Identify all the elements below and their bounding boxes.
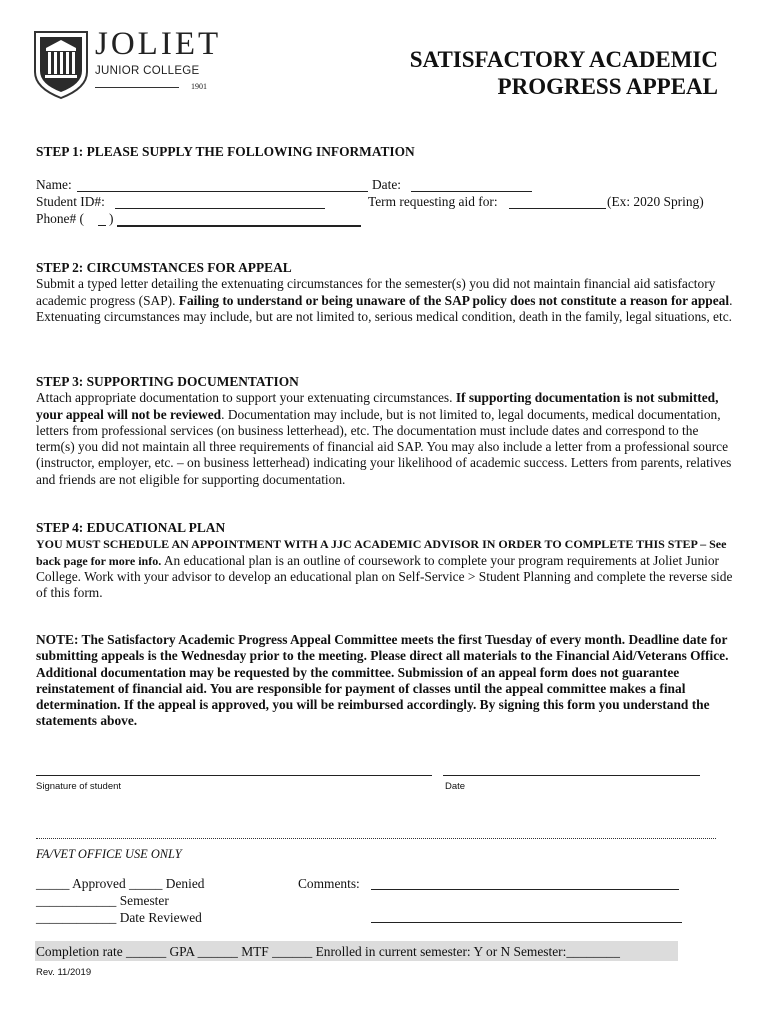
comments-label: Comments: <box>298 876 360 891</box>
office-use-heading: FA/VET OFFICE USE ONLY <box>36 847 182 861</box>
semester-field[interactable]: ____________ Semester <box>36 893 169 908</box>
name-label: Name: <box>36 177 72 192</box>
step2-text-a: Submit a typed letter detailing the extenuating circumstances for the semester(s) you did not maintain financial aid satisfactory academic progress (SAP). <box>36 276 716 308</box>
student-id-field[interactable] <box>115 208 325 209</box>
student-signature-field[interactable] <box>36 775 432 776</box>
step4-heading: STEP 4: EDUCATIONAL PLAN <box>36 520 226 535</box>
phone-paren-close: ) <box>109 211 114 226</box>
office-metrics-row[interactable]: Completion rate ______ GPA ______ MTF ______ Enrolled in current semester: Y or N Semester:________ <box>36 944 620 959</box>
step3-text-b: . Documentation may include, but is not limited to, legal documents, medical documentation, letters from professional services (on business letterhead), etc. The documentation must include dates and correspond to the term(s) you did not maintain all three requirements of financial aid SAP. You may also include a letter from a professional source (instructor, employer, etc. – on business letterhead) indicating your likelihood of academic success. Letters from parents, relatives and friends are not eligible for supporting documentation. <box>36 406 732 487</box>
step4-text-bold: YOU MUST SCHEDULE AN APPOINTMENT WITH A JJC ACADEMIC ADVISOR IN ORDER TO COMPLETE THIS STEP – See back page for more info. <box>36 537 727 568</box>
signature-label: Signature of student <box>36 781 122 792</box>
term-label: Term requesting aid for: <box>368 194 498 209</box>
term-field[interactable] <box>509 208 606 209</box>
step4-body <box>36 536 736 601</box>
phone-area-code-field[interactable] <box>98 225 106 226</box>
form-title-line-1: SATISFACTORY ACADEMIC <box>409 47 718 72</box>
phone-label: Phone# ( <box>36 211 84 226</box>
form-title <box>410 46 718 100</box>
cut-line-divider <box>36 838 716 839</box>
revision-label: Rev. 11/2019 <box>36 967 92 978</box>
step3-text-a: Attach appropriate documentation to support your extenuating circumstances. <box>36 390 456 406</box>
date-reviewed-field[interactable]: ____________ Date Reviewed <box>36 910 202 925</box>
brand-name: JOLIET <box>95 26 222 62</box>
step3-body <box>36 390 736 488</box>
signature-date-label: Date <box>445 781 466 792</box>
step2-text-bold: Failing to understand or being unaware of the SAP policy does not constitute a reason for appeal <box>178 292 730 308</box>
term-example: (Ex: 2020 Spring) <box>607 194 704 209</box>
name-field[interactable] <box>77 191 368 192</box>
step3-section <box>36 374 736 488</box>
comments-field-line-2[interactable] <box>371 922 682 923</box>
step1-heading: STEP 1: PLEASE SUPPLY THE FOLLOWING INFORMATION <box>36 144 415 159</box>
step4-text-b: An educational plan is an outline of coursework to complete your program requirements at Joliet Junior College. Work with your advisor to develop an educational plan on Self-Service > Student Planning and complete the reverse side of this form. <box>36 552 733 601</box>
step2-heading: STEP 2: CIRCUMSTANCES FOR APPEAL <box>36 260 292 275</box>
college-crest-icon <box>33 28 89 100</box>
phone-number-field[interactable] <box>117 225 361 227</box>
committee-note: NOTE: The Satisfactory Academic Progress Appeal Committee meets the first Tuesday of every month. Deadline date for submitting appeals is the Wednesday prior to the meeting. Please direct all materials to the Financial Aid/Veterans Office. Additional documentation may be requested by the committee. Submission of an appeal form does not guarantee reinstatement of financial aid. You are responsible for payment of classes until the appeal committee makes a final determination. If the appeal is approved, you will be reimbursed accordingly. By signing this form you understand the statements above. <box>36 632 729 729</box>
step3-heading: STEP 3: SUPPORTING DOCUMENTATION <box>36 374 299 389</box>
step2-section <box>36 260 736 325</box>
brand-year: 1901 <box>191 82 207 91</box>
step2-body <box>36 276 736 325</box>
step2-text-b: . Extenuating circumstances may include, but are not limited to, serious medical condition, death in the family, legal situations, etc. <box>36 292 733 324</box>
student-id-label: Student ID#: <box>36 194 105 209</box>
comments-field-line-1[interactable] <box>371 889 679 890</box>
step3-text-bold: If supporting documentation is not submitted, your appeal will not be reviewed <box>36 390 719 422</box>
date-field[interactable] <box>411 191 532 192</box>
step4-section <box>36 520 736 601</box>
form-title-line-2: PROGRESS APPEAL <box>497 74 718 99</box>
date-label: Date: <box>372 177 401 192</box>
signature-date-field[interactable] <box>443 775 700 776</box>
college-logo <box>33 28 223 102</box>
approved-denied-field[interactable]: _____ Approved _____ Denied <box>36 876 205 891</box>
brand-subtitle: JUNIOR COLLEGE <box>95 65 200 77</box>
